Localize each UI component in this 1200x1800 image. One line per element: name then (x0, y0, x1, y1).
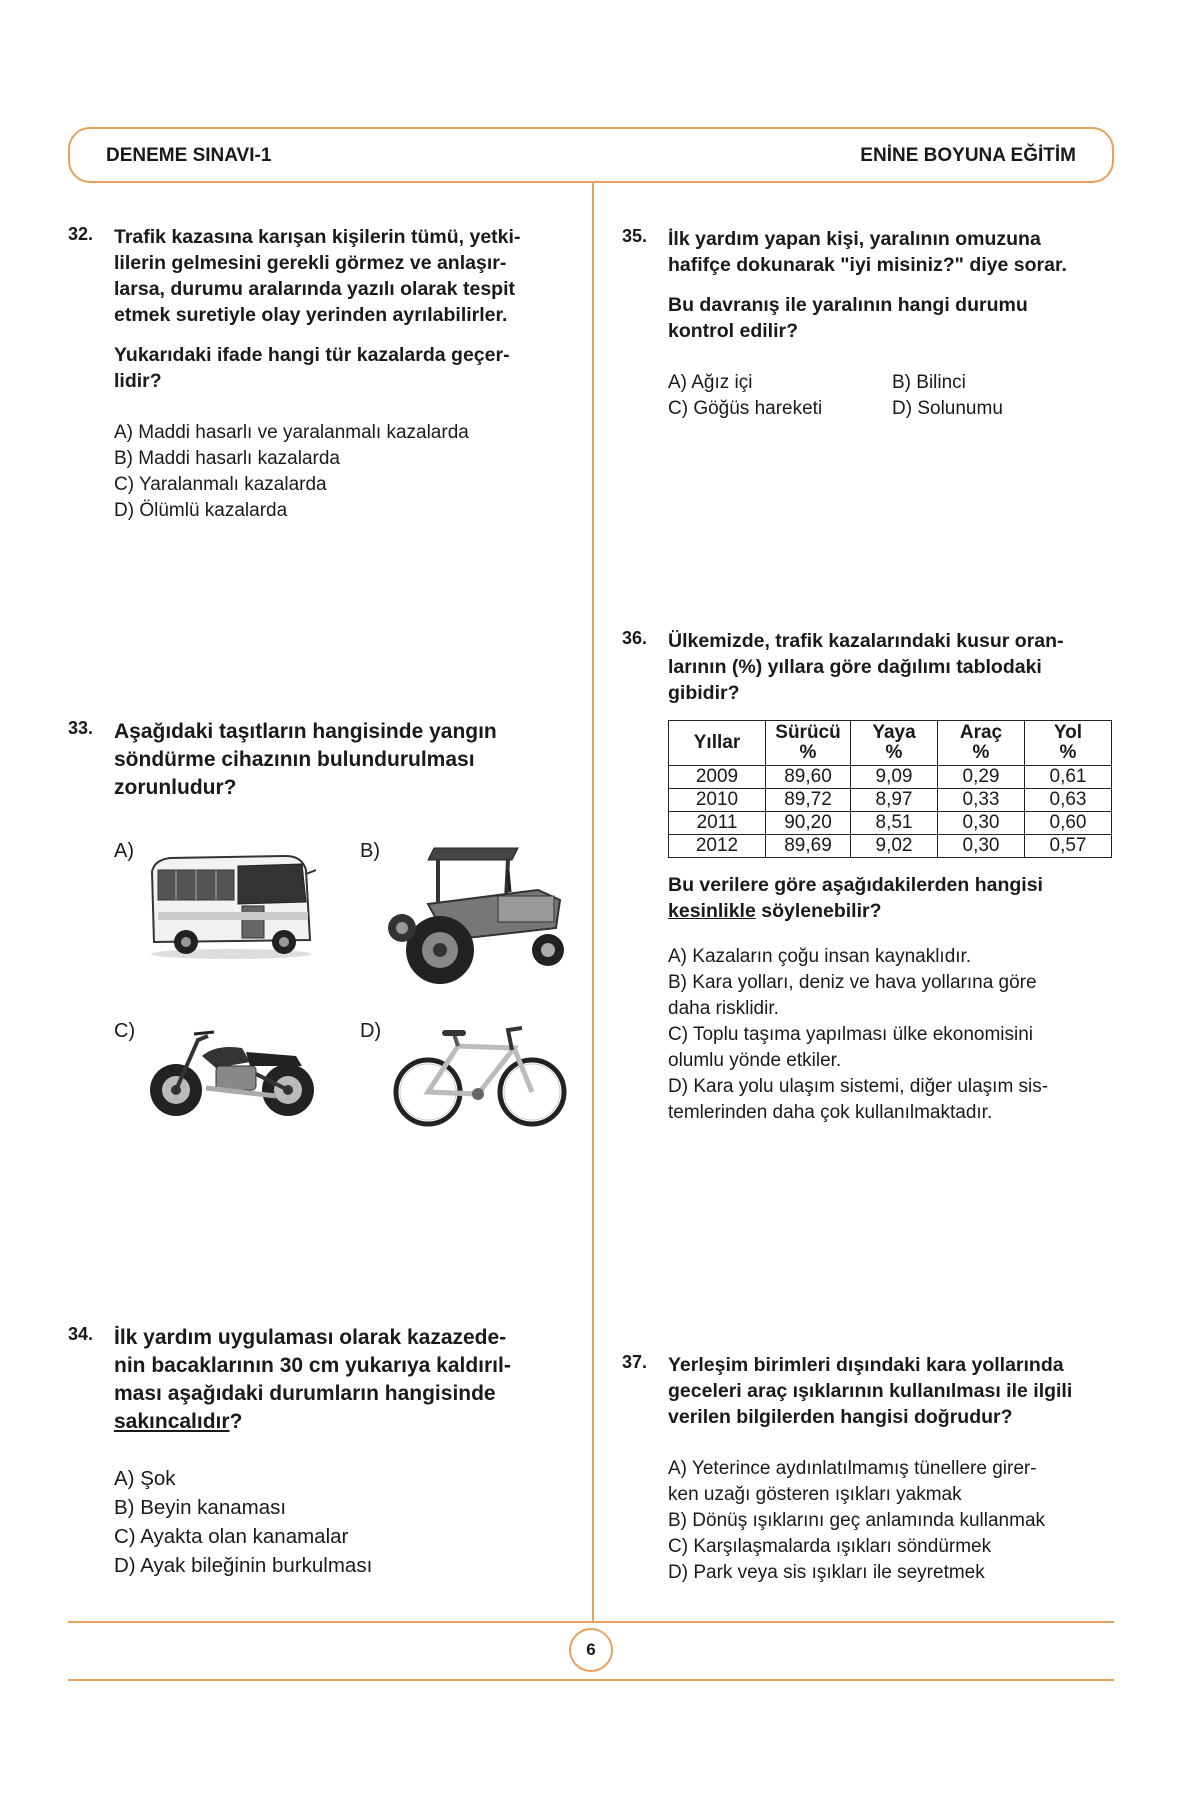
option-c[interactable]: C) Göğüs hareketi (668, 398, 823, 419)
question-stem: Trafik kazasına karışan kişilerin tümü, yetki- lilerin gelmesini gerekli görmez ve anlaşır- larsa, durumu aralarında yazılı olarak tespit etmek suretiyle olay yerinden ayrılabilirler. (114, 226, 521, 326)
question-33 (68, 718, 568, 802)
publisher-name: ENİNE BOYUNA EĞİTİM (860, 145, 1076, 166)
table-cell: 0,61 (1025, 766, 1112, 789)
table-cell: 2010 (669, 789, 766, 812)
option-d[interactable]: D) Solunumu (892, 398, 1003, 419)
option-a[interactable]: A) Ağız içi (668, 372, 753, 393)
question-number: 35. (622, 226, 648, 246)
table-cell: 0,60 (1025, 812, 1112, 835)
question-prompt (668, 872, 1132, 924)
table-row (669, 766, 1112, 789)
option-d[interactable]: D) Ölümlü kazalarda (114, 500, 288, 521)
page-header (68, 127, 1114, 183)
prompt-end: söylenebilir? (755, 900, 882, 922)
answer-options (668, 944, 1132, 1126)
answer-options (668, 1456, 1142, 1586)
table-row (669, 812, 1112, 835)
question-stem (114, 1324, 578, 1436)
option-d[interactable]: D) Kara yolu ulaşım sistemi, diğer ulaşım sis- temlerinden daha çok kullanılmaktadır. (668, 1076, 1049, 1123)
tractor-icon[interactable] (388, 840, 568, 990)
column-divider (592, 183, 594, 1621)
option-c[interactable]: C) Karşılaşmalarda ışıkları söndürmek (668, 1536, 992, 1557)
question-number: 33. (68, 718, 94, 738)
option-a-label[interactable]: A) (114, 840, 134, 862)
exam-title: DENEME SINAVI-1 (106, 145, 272, 166)
table-cell: 2011 (669, 812, 766, 835)
motorcycle-icon[interactable] (146, 1022, 320, 1122)
option-d-label[interactable]: D) (360, 1020, 382, 1042)
question-stem-end: ? (229, 1410, 243, 1433)
underlined-word: sakıncalıdır (114, 1410, 230, 1433)
table-cell: 2009 (669, 766, 766, 789)
footer-line-bottom (68, 1679, 1114, 1681)
option-b[interactable]: B) Bilinci (892, 372, 966, 393)
option-a[interactable]: A) Kazaların çoğu insan kaynaklıdır. (668, 946, 972, 967)
answer-options (114, 1464, 578, 1580)
table-cell: 0,63 (1025, 789, 1112, 812)
question-number: 37. (622, 1352, 648, 1372)
question-34 (68, 1324, 578, 1580)
option-d[interactable]: D) Ayak bileğinin burkulması (114, 1554, 373, 1577)
table-cell: 90,20 (766, 812, 851, 835)
option-b[interactable]: B) Dönüş ışıklarını geç anlamında kullanmak (668, 1510, 1046, 1531)
bicycle-icon[interactable] (392, 1024, 568, 1130)
answer-options (668, 370, 1132, 422)
table-cell: 8,51 (851, 812, 938, 835)
option-b[interactable]: B) Kara yolları, deniz ve hava yollarına göre daha risklidir. (668, 972, 1037, 1019)
table-cell: 0,33 (938, 789, 1025, 812)
prompt-text: Bu verilere göre aşağıdakilerden hangisi (668, 874, 1043, 896)
table-cell: 0,30 (938, 812, 1025, 835)
table-cell: 0,57 (1025, 835, 1112, 858)
table-cell: 89,60 (766, 766, 851, 789)
question-number: 36. (622, 628, 648, 648)
table-cell: 8,97 (851, 789, 938, 812)
question-stem: Yerleşim birimleri dışındaki kara yollarında geceleri araç ışıklarının kullanılması ile ilgili verilen bilgilerden hangisi doğrudur? (668, 1354, 1073, 1428)
question-35 (622, 226, 1132, 422)
table-cell: 0,30 (938, 835, 1025, 858)
question-number: 34. (68, 1324, 94, 1344)
underlined-word: kesinlikle (668, 900, 756, 922)
header-road: Yol % (1025, 721, 1112, 766)
question-37 (622, 1352, 1142, 1586)
table-cell: 89,69 (766, 835, 851, 858)
option-a[interactable]: A) Şok (114, 1467, 176, 1490)
table-row (669, 789, 1112, 812)
table-cell: 9,02 (851, 835, 938, 858)
fault-rate-table (668, 720, 1112, 858)
header-pedestrian: Yaya % (851, 721, 938, 766)
question-stem: Ülkemizde, trafik kazalarındaki kusur oran- larının (%) yıllara göre dağılımı tablodaki gibidir? (668, 630, 1064, 704)
question-32 (68, 224, 568, 524)
table-cell: 2012 (669, 835, 766, 858)
question-prompt: Yukarıdaki ifade hangi tür kazalarda geçer- lidir? (114, 344, 510, 392)
option-b[interactable]: B) Beyin kanaması (114, 1496, 287, 1519)
answer-options (114, 420, 568, 524)
page-number: 6 (569, 1628, 613, 1672)
question-number: 32. (68, 224, 94, 244)
question-36 (622, 628, 1132, 1126)
table-header-row (669, 721, 1112, 766)
table-row (669, 835, 1112, 858)
option-c-label[interactable]: C) (114, 1020, 136, 1042)
header-vehicle: Araç % (938, 721, 1025, 766)
table-cell: 0,29 (938, 766, 1025, 789)
option-c[interactable]: C) Ayakta olan kanamalar (114, 1525, 349, 1548)
question-stem-text: İlk yardım uygulaması olarak kazazede- nin bacaklarının 30 cm yukarıya kaldırıl- ması aşağıdaki durumların hangisinde (114, 1326, 511, 1405)
option-b[interactable]: B) Maddi hasarlı kazalarda (114, 448, 340, 469)
option-a[interactable]: A) Maddi hasarlı ve yaralanmalı kazalarda (114, 422, 469, 443)
table-cell: 89,72 (766, 789, 851, 812)
question-stem: Aşağıdaki taşıtların hangisinde yangın söndürme cihazının bulundurulması zorunludur? (114, 720, 497, 799)
header-driver: Sürücü % (766, 721, 851, 766)
option-c[interactable]: C) Toplu taşıma yapılması ülke ekonomisini olumlu yönde etkiler. (668, 1024, 1034, 1071)
question-stem: İlk yardım yapan kişi, yaralının omuzuna hafifçe dokunarak "iyi misiniz?" diye sorar. (668, 228, 1067, 276)
header-years: Yıllar (669, 721, 766, 766)
option-a[interactable]: A) Yeterince aydınlatılmamış tünellere girer- ken uzağı gösteren ışıkları yakmak (668, 1458, 1037, 1505)
question-prompt: Bu davranış ile yaralının hangi durumu kontrol edilir? (668, 294, 1028, 342)
option-c[interactable]: C) Yaralanmalı kazalarda (114, 474, 327, 495)
option-d[interactable]: D) Park veya sis ışıkları ile seyretmek (668, 1562, 985, 1583)
table-cell: 9,09 (851, 766, 938, 789)
bus-icon[interactable] (146, 850, 316, 960)
option-b-label[interactable]: B) (360, 840, 380, 862)
footer-line-top (68, 1621, 1114, 1623)
